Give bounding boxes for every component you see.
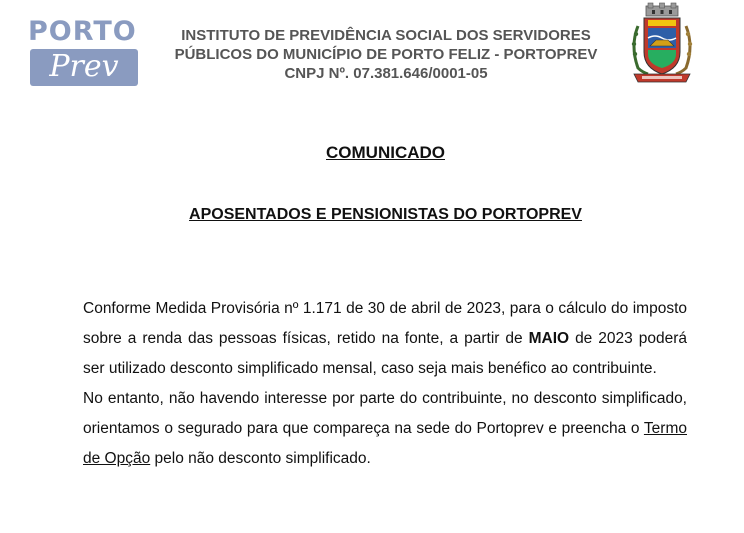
header-line-2: PÚBLICOS DO MUNICÍPIO DE PORTO FELIZ - PORTOPREV [174,46,598,63]
header-line-1: INSTITUTO DE PREVIDÊNCIA SOCIAL DOS SERVIDORES [181,27,591,44]
document-subtitle: APOSENTADOS E PENSIONISTAS DO PORTOPREV [189,206,582,223]
portoprev-logo [28,18,140,88]
termo-de-opcao-link[interactable]: Termo de Opção [83,420,687,467]
municipal-coat-of-arms-icon [628,2,696,90]
paragraph-termo-de-opcao [83,384,687,474]
document-body [83,294,687,474]
paragraph-1-text-end: de 2023 poderá ser utilizado desconto simplificado mensal, caso seja mais benéfico ao contribuinte. [83,330,687,377]
paragraph-2-text-end: pelo não desconto simplificado. [150,450,371,467]
month-highlight: MAIO [528,330,570,347]
institution-header [150,26,622,83]
document-title: COMUNICADO [326,143,445,162]
paragraph-1-text-start: Conforme Medida Provisória nº 1.171 de 30 de abril de 2023, para o cálculo do imposto sobre a renda das pessoas físicas, retido na fonte, a partir de [83,300,687,347]
paragraph-medida-provisoria [83,294,687,384]
logo-word-porto: PORTO [28,16,137,47]
paragraph-2-text-start: No entanto, não havendo interesse por parte do contribuinte, no desconto simplificado, orientamos o segurado para que compareça na sede do Portoprev e preencha o [83,390,687,437]
logo-word-prev: Prev [30,49,138,86]
header-cnpj: CNPJ Nº. 07.381.646/0001-05 [284,65,488,82]
